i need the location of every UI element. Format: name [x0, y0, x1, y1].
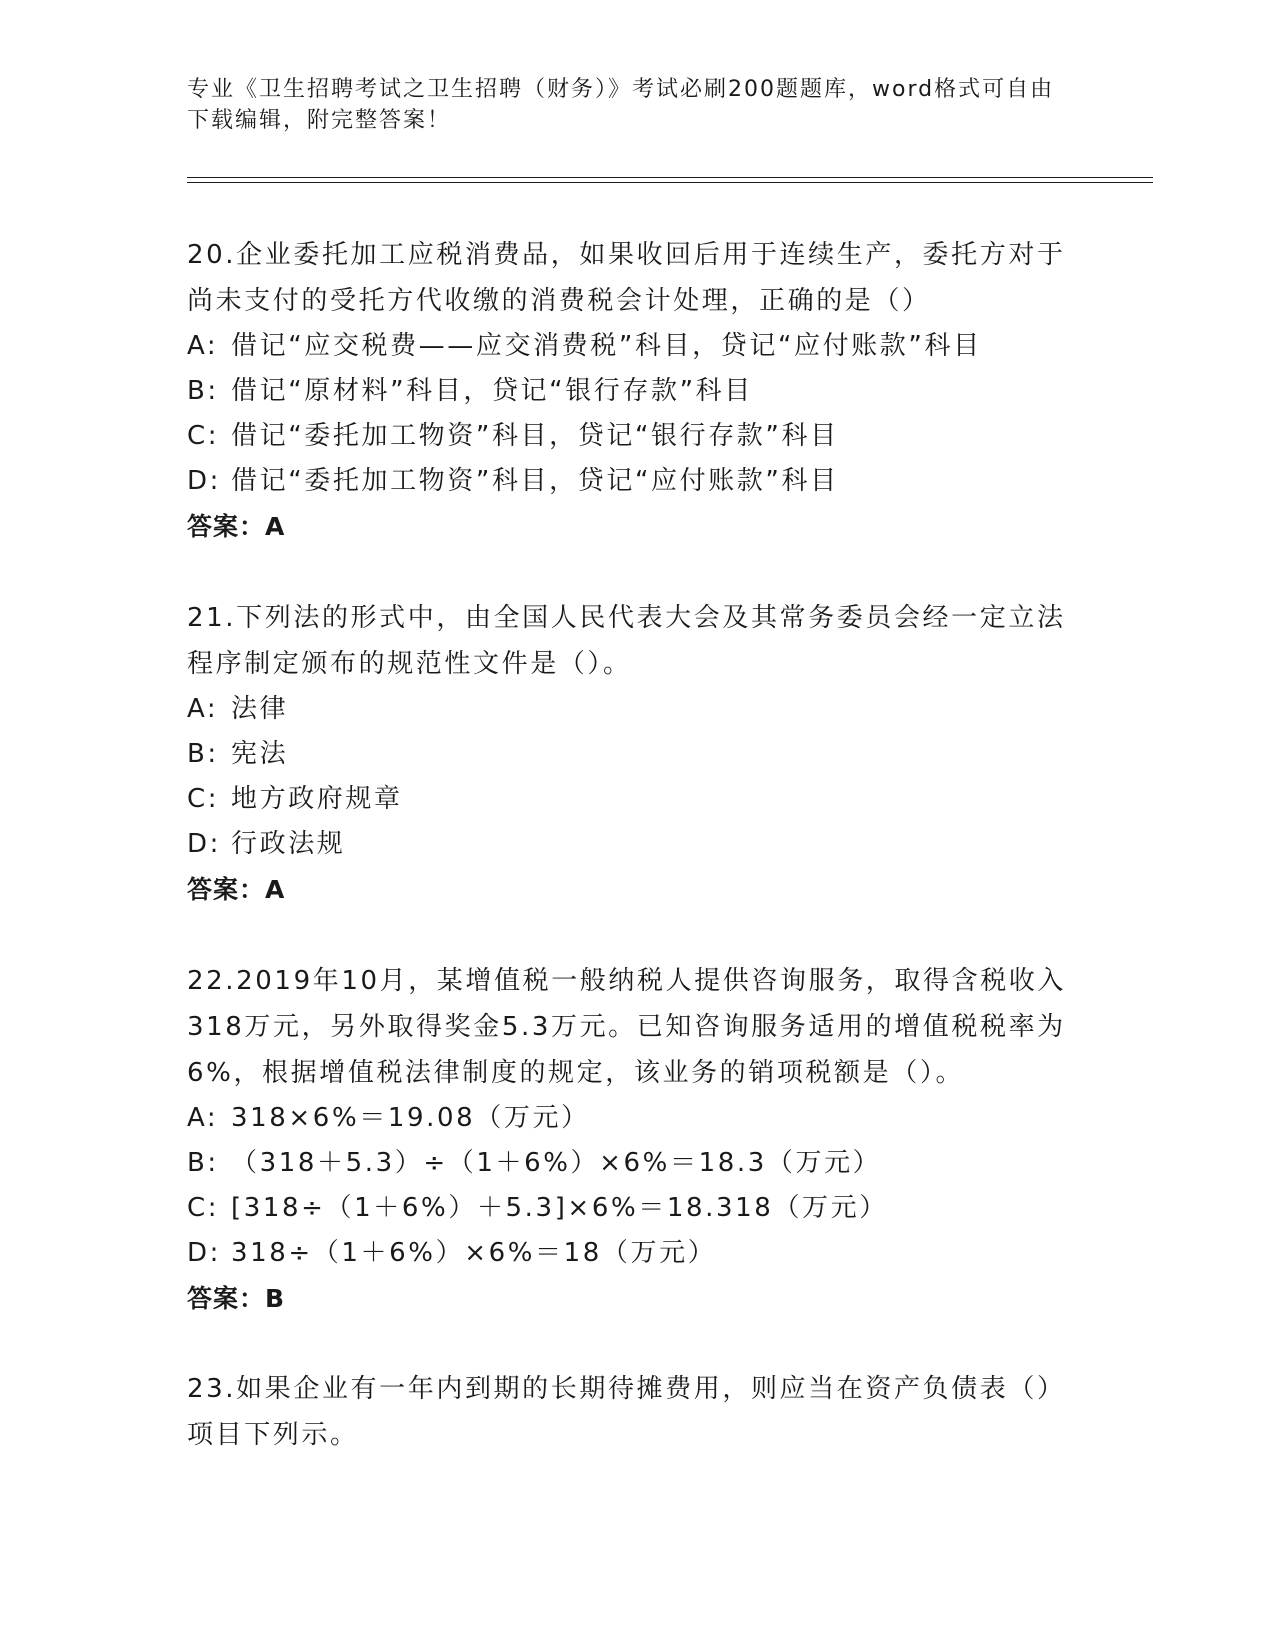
document-header	[187, 74, 1067, 136]
question-21	[187, 595, 1087, 913]
option-c	[187, 414, 1087, 459]
option-b	[187, 1141, 1087, 1186]
option-d	[187, 1231, 1087, 1276]
question-stem: 22.2019年10月，某增值税一般纳税人提供咨询服务，取得含税收入318万元，另外取得奖金5.3万元。已知咨询服务适用的增值税税率为6%，根据增值税法律制度的规定，该业务的销项税额是（）。	[187, 966, 1067, 1088]
option-text: （318＋5.3）÷（1＋6%）×6%＝18.3（万元）	[231, 1148, 882, 1178]
option-key: C:	[187, 421, 220, 451]
option-key: D:	[187, 1238, 221, 1268]
answer-text: 答案：B	[187, 1284, 286, 1313]
question-20	[187, 232, 1087, 550]
option-text: 宪法	[231, 739, 289, 769]
option-key: C:	[187, 1193, 220, 1223]
option-a	[187, 1096, 1087, 1141]
question-stem: 23.如果企业有一年内到期的长期待摊费用，则应当在资产负债表（）项目下列示。	[187, 1374, 1066, 1450]
option-c	[187, 777, 1087, 822]
option-text: 借记“委托加工物资”科目，贷记“银行存款”科目	[231, 421, 839, 451]
option-text: 318÷（1＋6%）×6%＝18（万元）	[231, 1238, 717, 1268]
option-key: D:	[187, 829, 221, 859]
option-key: A:	[187, 331, 219, 361]
option-d	[187, 459, 1087, 504]
option-key: C:	[187, 784, 220, 814]
option-a	[187, 324, 1087, 369]
question-stem: 21.下列法的形式中，由全国人民代表大会及其常务委员会经一定立法程序制定颁布的规范性文件是（）。	[187, 603, 1066, 679]
header-intro-text: 专业《卫生招聘考试之卫生招聘（财务）》考试必刷200题题库，word格式可自由下载编辑，附完整答案！	[187, 77, 1055, 133]
option-a	[187, 687, 1087, 732]
option-d	[187, 822, 1087, 867]
question-23	[187, 1366, 1087, 1458]
option-key: A:	[187, 1103, 219, 1133]
option-key: B:	[187, 376, 219, 406]
option-key: B:	[187, 739, 219, 769]
option-key: B:	[187, 1148, 219, 1178]
option-key: A:	[187, 694, 219, 724]
option-b	[187, 369, 1087, 414]
option-text: 318×6%＝19.08（万元）	[231, 1103, 590, 1133]
question-stem: 20.企业委托加工应税消费品，如果收回后用于连续生产，委托方对于尚未支付的受托方代收缴的消费税会计处理，正确的是（）	[187, 240, 1066, 316]
option-key: D:	[187, 466, 221, 496]
option-text: [318÷（1＋6%）＋5.3]×6%＝18.318（万元）	[231, 1193, 888, 1223]
question-22	[187, 958, 1087, 1322]
answer-text: 答案：A	[187, 875, 286, 904]
option-text: 借记“委托加工物资”科目，贷记“应付账款”科目	[231, 466, 839, 496]
option-text: 法律	[231, 694, 289, 724]
option-b	[187, 732, 1087, 777]
header-divider-top	[187, 177, 1153, 178]
option-text: 行政法规	[231, 829, 346, 859]
header-divider-bottom	[187, 182, 1153, 183]
option-text: 地方政府规章	[231, 784, 403, 814]
option-text: 借记“应交税费——应交消费税”科目，贷记“应付账款”科目	[231, 331, 982, 361]
option-text: 借记“原材料”科目，贷记“银行存款”科目	[231, 376, 753, 406]
option-c	[187, 1186, 1087, 1231]
answer-text: 答案：A	[187, 512, 286, 541]
